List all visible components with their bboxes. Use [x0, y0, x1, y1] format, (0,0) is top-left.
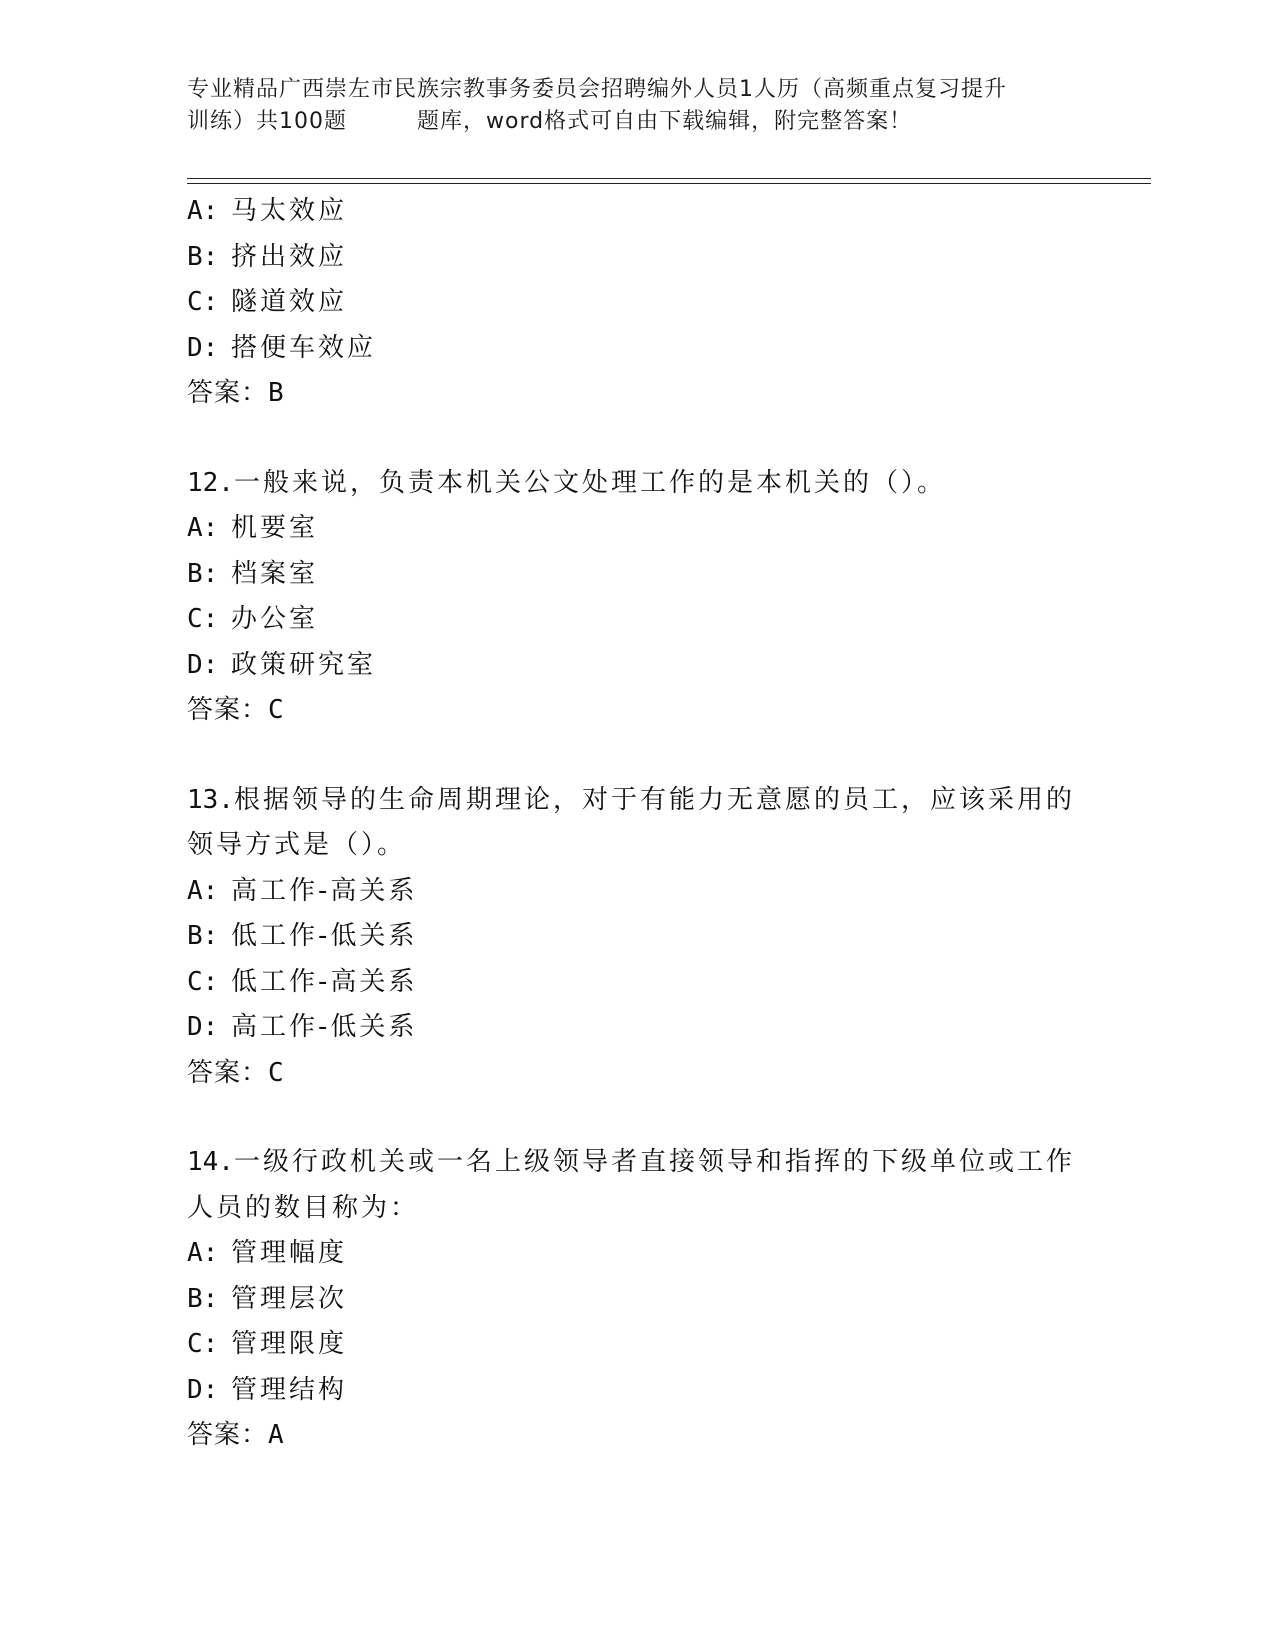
option-d — [187, 643, 1087, 689]
option-c — [187, 280, 1087, 326]
option-a — [187, 506, 1087, 552]
option-letter: A: — [187, 513, 219, 543]
option-b — [187, 914, 1087, 960]
option-b — [187, 1277, 1087, 1323]
question-14 — [187, 1140, 1087, 1459]
option-letter: A: — [187, 875, 219, 906]
option-text: 管理幅度 — [231, 1238, 348, 1268]
option-c — [187, 1322, 1087, 1368]
option-a — [187, 1231, 1087, 1277]
answer-label: 答案： — [187, 1057, 269, 1088]
document-header — [187, 74, 1087, 138]
answer-value: C — [268, 695, 285, 725]
question-number: 12. — [187, 467, 234, 498]
question-number: 13. — [187, 784, 234, 815]
option-text: 办公室 — [231, 604, 319, 634]
option-letter: B: — [187, 1283, 219, 1314]
question-stem — [187, 461, 1087, 507]
option-text: 管理限度 — [231, 1329, 348, 1359]
answer-label: 答案： — [187, 695, 269, 725]
option-letter: A: — [187, 196, 219, 226]
answer-line — [187, 688, 1087, 734]
answer-value: B — [268, 378, 285, 408]
answer-label: 答案： — [187, 378, 269, 408]
option-b — [187, 235, 1087, 281]
option-c — [187, 597, 1087, 643]
option-a — [187, 869, 1087, 915]
option-text: 马太效应 — [231, 196, 348, 226]
header-divider-bottom — [187, 183, 1151, 184]
header-title-part-b: 题库，word格式可自由下载编辑，附完整答案！ — [417, 109, 913, 134]
question-stem-line-2: 人员的数目称为： — [187, 1192, 420, 1223]
option-text: 挤出效应 — [231, 241, 348, 272]
option-d — [187, 326, 1087, 372]
option-d — [187, 1368, 1087, 1414]
option-text: 低工作-高关系 — [231, 966, 418, 997]
question-text: 一般来说，负责本机关公文处理工作的是本机关的（）。 — [233, 467, 946, 498]
option-letter: C: — [187, 604, 219, 634]
option-letter: D: — [187, 1012, 219, 1042]
answer-value: C — [268, 1057, 285, 1088]
answer-line — [187, 1051, 1087, 1097]
question-11 — [187, 189, 1087, 417]
option-a — [187, 189, 1087, 235]
option-d — [187, 1005, 1087, 1051]
header-divider-top — [187, 178, 1151, 179]
question-number: 14. — [187, 1147, 234, 1177]
option-letter: D: — [187, 1374, 219, 1405]
option-text: 机要室 — [231, 513, 319, 543]
option-text: 管理结构 — [231, 1374, 348, 1405]
question-12 — [187, 461, 1087, 734]
option-letter: B: — [187, 241, 219, 272]
option-letter: B: — [187, 558, 219, 589]
question-13 — [187, 778, 1087, 1097]
question-list — [187, 189, 1087, 1459]
option-letter: A: — [187, 1238, 219, 1268]
option-text: 搭便车效应 — [231, 332, 377, 363]
option-letter: C: — [187, 287, 219, 317]
option-letter: C: — [187, 966, 219, 997]
question-stem-line-1 — [187, 1140, 1087, 1186]
option-text: 管理层次 — [231, 1283, 348, 1314]
answer-value: A — [268, 1420, 285, 1450]
option-letter: D: — [187, 332, 219, 363]
answer-line — [187, 1413, 1087, 1459]
question-text: 根据领导的生命周期理论，对于有能力无意愿的员工，应该采用的 — [233, 784, 1075, 815]
question-stem-line-2: 领导方式是（）。 — [187, 830, 407, 860]
option-text: 高工作-高关系 — [231, 875, 418, 906]
option-text: 高工作-低关系 — [231, 1012, 418, 1042]
answer-line — [187, 371, 1087, 417]
header-title-line-2 — [187, 106, 1087, 138]
option-text: 低工作-低关系 — [231, 921, 418, 951]
option-text: 隧道效应 — [231, 287, 348, 317]
option-letter: B: — [187, 921, 219, 951]
option-b — [187, 552, 1087, 598]
option-letter: D: — [187, 649, 219, 680]
option-c — [187, 960, 1087, 1006]
option-text: 政策研究室 — [231, 649, 377, 680]
option-text: 档案室 — [231, 558, 319, 589]
header-title-part-a: 训练）共100题 — [187, 109, 347, 134]
question-text: 一级行政机关或一名上级领导者直接领导和指挥的下级单位或工作 — [233, 1147, 1075, 1177]
option-letter: C: — [187, 1329, 219, 1359]
question-stem-line-1 — [187, 778, 1087, 824]
answer-label: 答案： — [187, 1420, 269, 1450]
header-title-line-1: 专业精品广西崇左市民族宗教事务委员会招聘编外人员1人历（高频重点复习提升 — [187, 77, 1007, 102]
